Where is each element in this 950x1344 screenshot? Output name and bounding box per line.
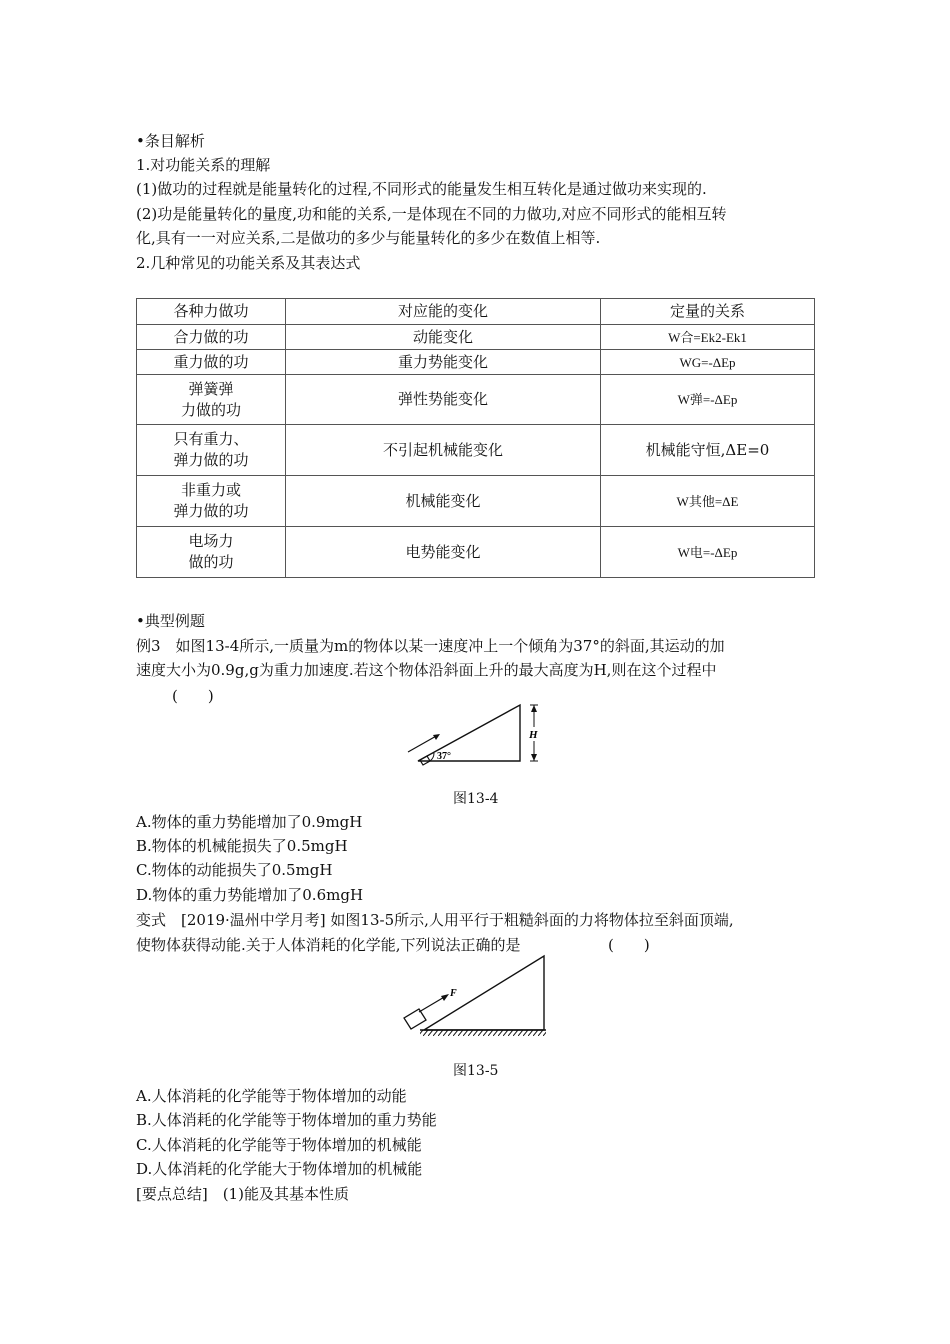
variant-answer-blank: ( ) (608, 936, 650, 954)
cell-force-line-1: 电场力 (188, 532, 234, 550)
cell-force-line-1: 弹簧弹 (188, 379, 234, 398)
work-energy-table (136, 298, 815, 578)
incline-triangle (424, 956, 544, 1030)
example-3-line-1: 例3 如图13-4所示,一质量为m的物体以某一速度冲上一个倾角为37°的斜面,其运动的加 (136, 637, 725, 655)
cell-relation: W电=-ΔEp (601, 527, 815, 578)
cell-force (137, 425, 286, 476)
option-b: B.物体的机械能损失了0.5mgH (136, 837, 348, 855)
table-row (137, 375, 815, 425)
variant-option-b: B.人体消耗的化学能等于物体增加的重力势能 (136, 1111, 437, 1129)
table-row (137, 476, 815, 527)
cell-force-line-2: 力做的功 (180, 400, 241, 419)
block (404, 1009, 426, 1029)
table-row (137, 425, 815, 476)
cell-force-line-2: 做的功 (188, 553, 234, 571)
key-points-summary: [要点总结] (1)能及其基本性质 (136, 1185, 349, 1203)
option-a: A.物体的重力势能增加了0.9mgH (136, 813, 363, 831)
table-row (137, 527, 815, 578)
cell-relation: WG=-ΔEp (601, 350, 815, 375)
cell-force-line-1: 只有重力、 (173, 430, 249, 448)
incline-triangle (418, 705, 520, 761)
cell-energy: 动能变化 (286, 325, 601, 350)
variant-line-1: 变式 [2019·温州中学月考] 如图13-5所示,人用平行于粗糙斜面的力将物体拉至斜面顶端, (136, 911, 734, 929)
variant-option-c: C.人体消耗的化学能等于物体增加的机械能 (136, 1136, 422, 1154)
table-row (137, 350, 815, 375)
incline-figure-13-5 (398, 952, 550, 1042)
cell-relation: 机械能守恒,ΔE=0 (601, 425, 815, 476)
cell-energy: 电势能变化 (286, 527, 601, 578)
section-title-examples: •典型例题 (136, 612, 205, 630)
table-row (137, 325, 815, 350)
paragraph-2-line-1: (2)功是能量转化的量度,功和能的关系,一是体现在不同的力做功,对应不同形式的能相互转 (136, 205, 727, 223)
paragraph-2-line-2: 化,具有一一对应关系,二是做功的多少与能量转化的多少在数值上相等. (136, 229, 601, 247)
example-3-line-2: 速度大小为0.9g,g为重力加速度.若这个物体沿斜面上升的最大高度为H,则在这个过程中 (136, 661, 717, 679)
option-c: C.物体的动能损失了0.5mgH (136, 861, 333, 879)
angle-label: 37° (437, 751, 451, 762)
force-label: F (450, 988, 457, 999)
paragraph-1: (1)做功的过程就是能量转化的过程,不同形式的能量发生相互转化是通过做功来实现的. (136, 180, 707, 198)
cell-force-line-2: 弹力做的功 (173, 502, 249, 520)
height-arrow-down-icon (531, 754, 537, 761)
cell-force: 合力做的功 (137, 325, 286, 350)
height-label: H (529, 729, 538, 741)
cell-relation: W弹=-ΔEp (601, 375, 815, 425)
incline-figure-13-4 (400, 700, 550, 768)
header-energy: 对应能的变化 (286, 299, 601, 325)
force-arrow-head-icon (441, 994, 449, 1001)
force-arrow (419, 996, 446, 1012)
cell-force: 重力做的功 (137, 350, 286, 375)
answer-blank: ( ) (172, 687, 214, 705)
cell-energy: 重力势能变化 (286, 350, 601, 375)
variant-option-a: A.人体消耗的化学能等于物体增加的动能 (136, 1087, 407, 1105)
height-arrow-up-icon (531, 705, 537, 712)
header-force: 各种力做功 (137, 299, 286, 325)
cell-energy: 弹性势能变化 (286, 375, 601, 425)
cell-relation: W合=Ek2-Ek1 (601, 325, 815, 350)
cell-force (137, 527, 286, 578)
cell-energy: 不引起机械能变化 (286, 425, 601, 476)
cell-force-line-1: 非重力或 (180, 481, 241, 499)
heading-common-relations: 2.几种常见的功能关系及其表达式 (136, 254, 361, 272)
variant-option-d: D.人体消耗的化学能大于物体增加的机械能 (136, 1160, 423, 1178)
section-title-analysis: •条目解析 (136, 132, 205, 150)
figure-13-5-caption: 图13-5 (453, 1063, 499, 1079)
cell-force (137, 375, 286, 425)
cell-force-line-2: 弹力做的功 (173, 451, 249, 469)
table-header-row (137, 299, 815, 325)
figure-13-4-caption: 图13-4 (453, 791, 499, 807)
variant-line-2: 使物体获得动能.关于人体消耗的化学能,下列说法正确的是 (136, 936, 521, 954)
ground-hatching (420, 1030, 546, 1036)
cell-force (137, 476, 286, 527)
cell-relation: W其他=ΔE (601, 476, 815, 527)
header-relation: 定量的关系 (601, 299, 815, 325)
velocity-arrow (408, 735, 438, 752)
option-d: D.物体的重力势能增加了0.6mgH (136, 886, 364, 904)
cell-energy: 机械能变化 (286, 476, 601, 527)
heading-understanding: 1.对功能关系的理解 (136, 156, 271, 174)
